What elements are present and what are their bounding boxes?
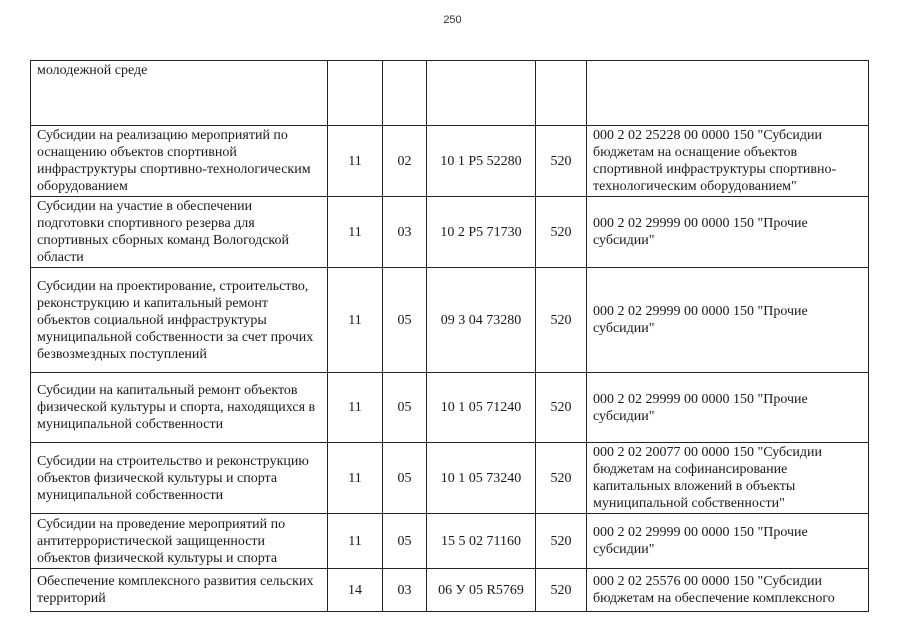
expense-type-cell: 520 — [536, 197, 587, 268]
target-article-cell: 10 1 05 71240 — [427, 373, 536, 443]
subsection-cell: 03 — [383, 197, 427, 268]
subsection-cell: 03 — [383, 569, 427, 612]
table-row — [31, 126, 869, 197]
target-article-cell: 09 3 04 73280 — [427, 268, 536, 373]
expense-type-cell: 520 — [536, 569, 587, 612]
section-cell — [328, 61, 383, 126]
subsidy-name-cell: Субсидии на капитальный ремонт объектов физической культуры и спорта, находящихся в муниципальной собственности — [31, 373, 328, 443]
subsection-cell — [383, 61, 427, 126]
table-row — [31, 268, 869, 373]
section-cell: 11 — [328, 197, 383, 268]
subsidy-name-cell: Субсидии на проведение мероприятий по антитеррористической защищенности объектов физической культуры и спорта — [31, 514, 328, 569]
table-row — [31, 443, 869, 514]
target-article-cell: 10 2 Р5 71730 — [427, 197, 536, 268]
revenue-code-cell — [587, 61, 869, 126]
target-article-cell: 10 1 05 73240 — [427, 443, 536, 514]
revenue-code-cell: 000 2 02 29999 00 0000 150 "Прочие субсидии" — [587, 514, 869, 569]
subsidy-name-cell: Субсидии на участие в обеспечении подготовки спортивного резерва для спортивных сборных команд Вологодской области — [31, 197, 328, 268]
table-row — [31, 569, 869, 612]
revenue-code-cell: 000 2 02 20077 00 0000 150 "Субсидии бюджетам на софинансирование капитальных вложений в объекты муниципальной собственности" — [587, 443, 869, 514]
subsidy-name-cell: Субсидии на строительство и реконструкцию объектов физической культуры и спорта муниципальной собственности — [31, 443, 328, 514]
section-cell: 14 — [328, 569, 383, 612]
expense-type-cell: 520 — [536, 373, 587, 443]
target-article-cell: 10 1 Р5 52280 — [427, 126, 536, 197]
subsection-cell: 05 — [383, 514, 427, 569]
subsection-cell: 05 — [383, 373, 427, 443]
table-row — [31, 514, 869, 569]
revenue-code-cell: 000 2 02 29999 00 0000 150 "Прочие субсидии" — [587, 373, 869, 443]
subsidy-name-cell: Субсидии на проектирование, строительство, реконструкцию и капитальный ремонт объектов социальной инфраструктуры муниципальной собственности за счет прочих безвозмездных поступлений — [31, 268, 328, 373]
section-cell: 11 — [328, 514, 383, 569]
section-cell: 11 — [328, 443, 383, 514]
revenue-code-cell: 000 2 02 25576 00 0000 150 "Субсидии бюджетам на обеспечение комплексного — [587, 569, 869, 612]
subsidy-name-cell: Субсидии на реализацию мероприятий по оснащению объектов спортивной инфраструктуры спортивно-технологическим оборудованием — [31, 126, 328, 197]
subsidy-name-cell: Обеспечение комплексного развития сельских территорий — [31, 569, 328, 612]
expense-type-cell: 520 — [536, 126, 587, 197]
section-cell: 11 — [328, 126, 383, 197]
revenue-code-cell: 000 2 02 25228 00 0000 150 "Субсидии бюджетам на оснащение объектов спортивной инфраструктуры спортивно-технологическим оборудованием" — [587, 126, 869, 197]
expense-type-cell: 520 — [536, 268, 587, 373]
table-row — [31, 61, 869, 126]
expense-type-cell — [536, 61, 587, 126]
table-row — [31, 373, 869, 443]
target-article-cell: 15 5 02 71160 — [427, 514, 536, 569]
table-row — [31, 197, 869, 268]
revenue-code-cell: 000 2 02 29999 00 0000 150 "Прочие субсидии" — [587, 197, 869, 268]
revenue-code-cell: 000 2 02 29999 00 0000 150 "Прочие субсидии" — [587, 268, 869, 373]
section-cell: 11 — [328, 268, 383, 373]
expense-type-cell: 520 — [536, 514, 587, 569]
expense-type-cell: 520 — [536, 443, 587, 514]
target-article-cell — [427, 61, 536, 126]
target-article-cell: 06 У 05 R5769 — [427, 569, 536, 612]
subsection-cell: 05 — [383, 443, 427, 514]
subsidies-table — [30, 60, 869, 612]
section-cell: 11 — [328, 373, 383, 443]
subsidy-name-cell: молодежной среде — [31, 61, 328, 126]
subsection-cell: 05 — [383, 268, 427, 373]
subsection-cell: 02 — [383, 126, 427, 197]
page-number: 250 — [443, 14, 462, 26]
